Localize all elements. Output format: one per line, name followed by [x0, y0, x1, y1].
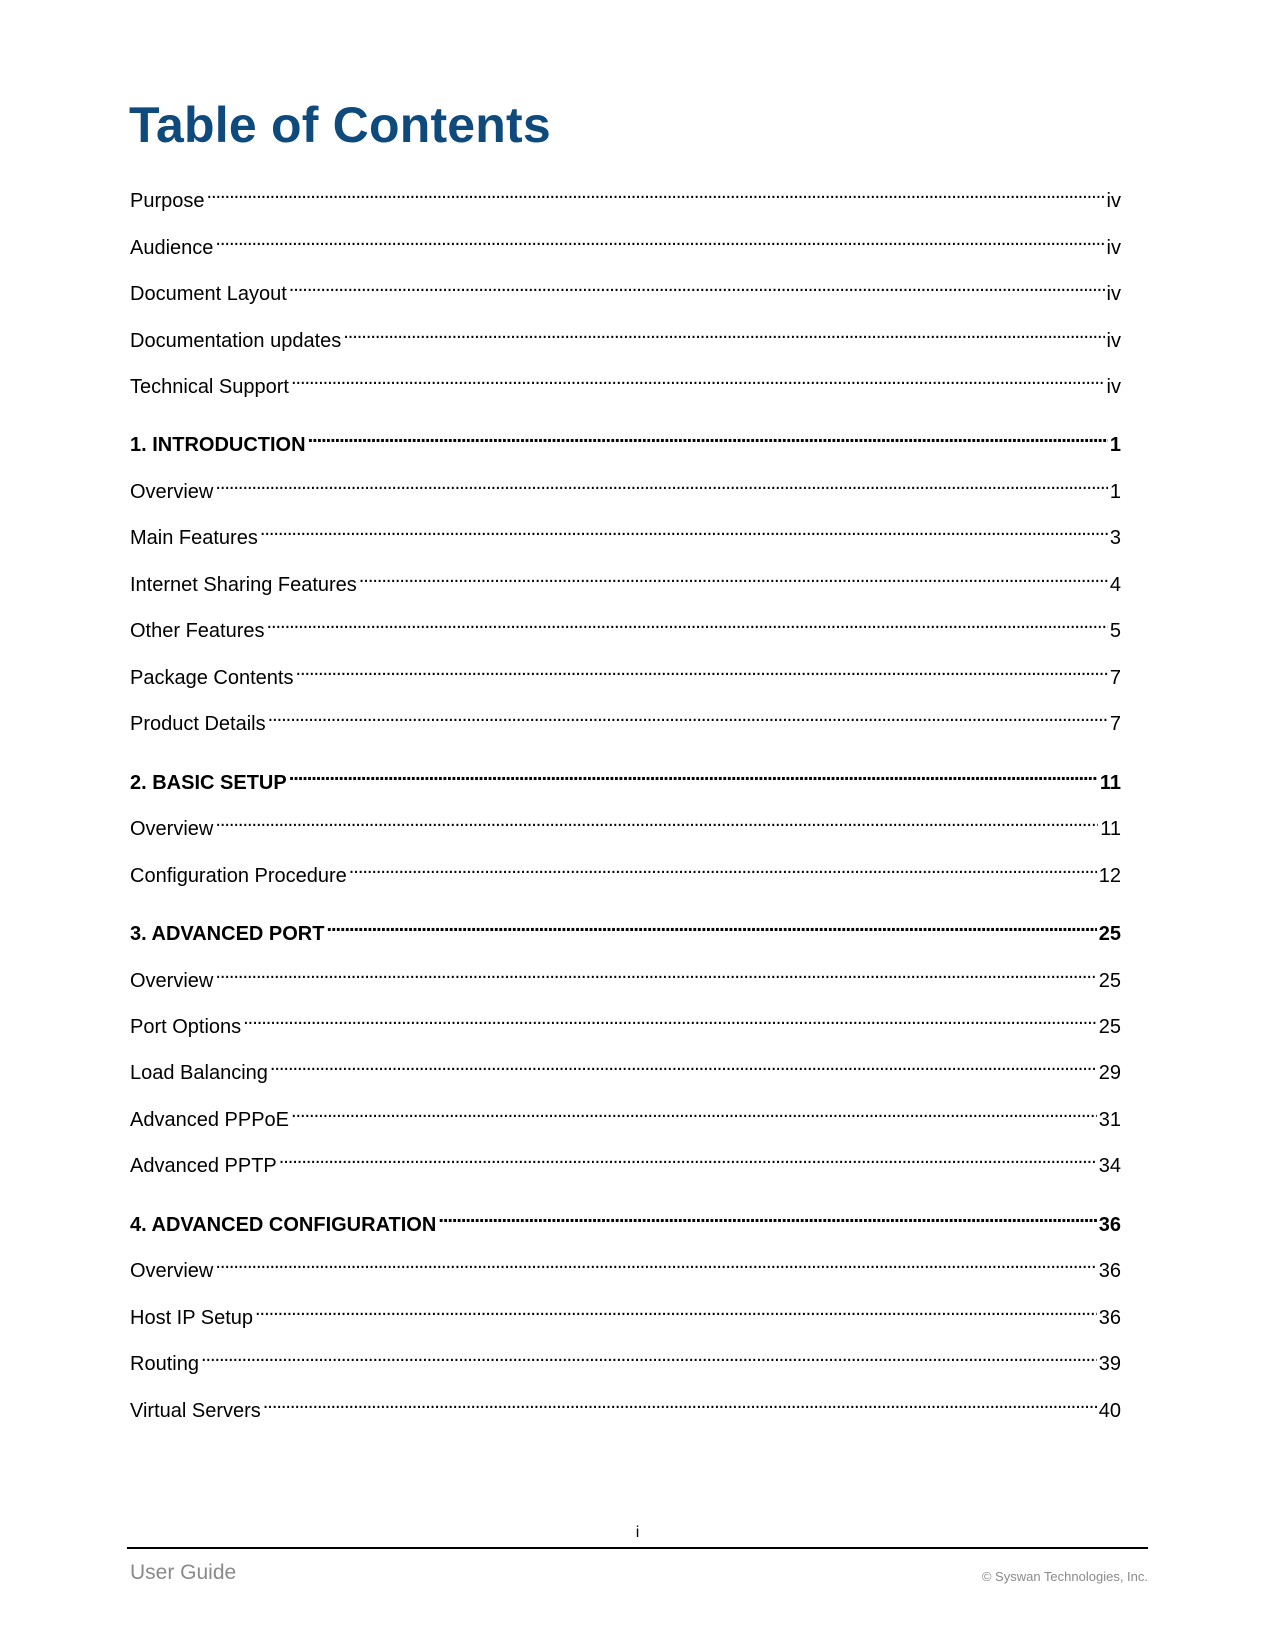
toc-chapter-row[interactable]: [130, 910, 1121, 945]
toc-row[interactable]: [130, 1340, 1121, 1375]
dot-leader: [215, 1247, 1096, 1277]
toc-label: Other Features: [130, 620, 265, 642]
toc-page: 7: [1109, 667, 1121, 689]
dot-leader: [270, 1049, 1097, 1079]
dot-leader: [201, 1340, 1097, 1370]
toc-label: Overview: [130, 970, 214, 992]
toc-chapter-row[interactable]: [130, 421, 1121, 456]
dot-leader: [343, 317, 1104, 347]
toc-row[interactable]: [130, 363, 1121, 398]
toc-row[interactable]: [130, 852, 1121, 887]
toc-row[interactable]: [130, 224, 1121, 259]
dot-leader: [260, 514, 1108, 544]
toc-row[interactable]: [130, 1049, 1121, 1084]
footer-copyright: © Syswan Technologies, Inc.: [981, 1569, 1148, 1584]
toc-page: 7: [1109, 713, 1121, 735]
dot-leader: [215, 805, 1098, 835]
toc-chapter-row[interactable]: [130, 1201, 1121, 1236]
dot-leader: [438, 1201, 1096, 1231]
toc-label: Port Options: [130, 1016, 242, 1038]
toc-label: Overview: [130, 481, 214, 503]
toc-row[interactable]: [130, 270, 1121, 305]
toc-page: 1: [1109, 434, 1121, 456]
toc-label: Overview: [130, 818, 214, 840]
footer-divider: [127, 1547, 1148, 1549]
toc-page: 25: [1098, 1016, 1121, 1038]
toc-row[interactable]: [130, 1247, 1121, 1282]
toc-page: 31: [1098, 1109, 1121, 1131]
toc-label: Routing: [130, 1353, 199, 1375]
dot-leader: [349, 852, 1097, 882]
dot-leader: [267, 607, 1108, 637]
toc-page: 12: [1098, 865, 1121, 887]
dot-leader: [289, 759, 1098, 789]
toc-row[interactable]: [130, 468, 1121, 503]
toc-label: Technical Support: [130, 376, 289, 398]
toc-label: Virtual Servers: [130, 1400, 261, 1422]
toc-row[interactable]: [130, 1387, 1121, 1422]
toc-row[interactable]: [130, 700, 1121, 735]
toc-label: Package Contents: [130, 667, 294, 689]
toc-row[interactable]: [130, 1003, 1121, 1038]
toc-label: 1. INTRODUCTION: [130, 434, 306, 456]
toc-page: 39: [1098, 1353, 1121, 1375]
page-title: Table of Contents: [129, 97, 551, 153]
toc-row[interactable]: [130, 805, 1121, 840]
footer-doc-title: User Guide: [130, 1561, 237, 1584]
toc-label: Advanced PPTP: [130, 1155, 277, 1177]
toc-label: Documentation updates: [130, 330, 342, 352]
dot-leader: [289, 270, 1105, 300]
toc-label: Advanced PPPoE: [130, 1109, 289, 1131]
toc-label: Overview: [130, 1260, 214, 1282]
dot-leader: [279, 1142, 1097, 1172]
toc-label: Audience: [130, 237, 214, 259]
toc-row[interactable]: [130, 177, 1121, 212]
toc-page: 4: [1109, 574, 1121, 596]
dot-leader: [308, 421, 1108, 451]
toc-label: Internet Sharing Features: [130, 574, 357, 596]
toc-page: 29: [1098, 1062, 1121, 1084]
page-number: i: [635, 1524, 640, 1541]
toc-page: iv: [1106, 330, 1121, 352]
toc-page: 36: [1098, 1214, 1121, 1236]
toc-page: iv: [1106, 283, 1121, 305]
dot-leader: [243, 1003, 1097, 1033]
toc-page: 1: [1109, 481, 1121, 503]
toc-label: Main Features: [130, 527, 258, 549]
toc-page: 25: [1098, 970, 1121, 992]
toc-page: iv: [1106, 237, 1121, 259]
toc-label: Load Balancing: [130, 1062, 268, 1084]
toc-page: 34: [1098, 1155, 1121, 1177]
toc-label: Purpose: [130, 190, 205, 212]
toc-page: iv: [1106, 376, 1121, 398]
dot-leader: [255, 1294, 1097, 1324]
dot-leader: [215, 224, 1104, 254]
toc-label: 4. ADVANCED CONFIGURATION: [130, 1214, 437, 1236]
toc-label: 2. BASIC SETUP: [130, 772, 287, 794]
dot-leader: [291, 363, 1105, 393]
toc-chapter-row[interactable]: [130, 759, 1121, 794]
toc-label: Configuration Procedure: [130, 865, 347, 887]
toc-page: 5: [1109, 620, 1121, 642]
toc-label: Product Details: [130, 713, 266, 735]
dot-leader: [268, 700, 1108, 730]
toc-label: Document Layout: [130, 283, 287, 305]
toc-row[interactable]: [130, 607, 1121, 642]
dot-leader: [326, 910, 1096, 940]
toc-label: 3. ADVANCED PORT: [130, 923, 325, 945]
toc-page: 40: [1098, 1400, 1121, 1422]
dot-leader: [295, 654, 1107, 684]
toc-row[interactable]: [130, 654, 1121, 689]
dot-leader: [291, 1096, 1097, 1126]
toc-row[interactable]: [130, 1142, 1121, 1177]
toc-page: iv: [1106, 190, 1121, 212]
toc-label: Host IP Setup: [130, 1307, 254, 1329]
toc-row[interactable]: [130, 1294, 1121, 1329]
dot-leader: [359, 561, 1108, 591]
dot-leader: [215, 957, 1096, 987]
toc-row[interactable]: [130, 561, 1121, 596]
toc-page: 36: [1098, 1307, 1121, 1329]
toc-row[interactable]: [130, 317, 1121, 352]
toc-page: 25: [1098, 923, 1121, 945]
toc-row[interactable]: [130, 957, 1121, 992]
toc-row[interactable]: [130, 514, 1121, 549]
toc-page: 11: [1100, 818, 1121, 840]
dot-leader: [263, 1387, 1097, 1417]
toc-page: 3: [1109, 527, 1121, 549]
dot-leader: [207, 177, 1105, 207]
toc-page: 11: [1099, 772, 1121, 794]
toc-page: 36: [1098, 1260, 1121, 1282]
dot-leader: [215, 468, 1108, 498]
toc-row[interactable]: [130, 1096, 1121, 1131]
